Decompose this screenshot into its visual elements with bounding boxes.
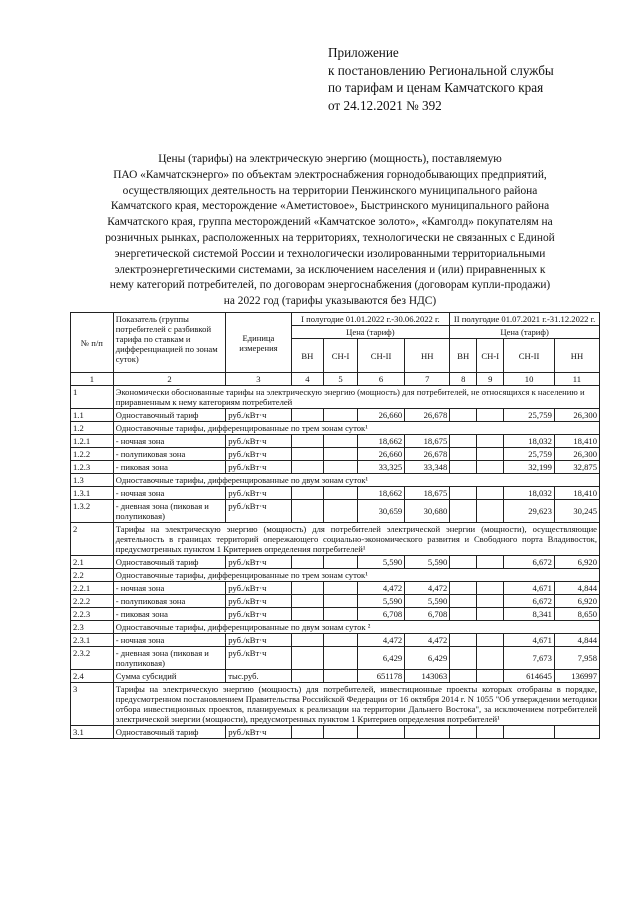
row-name: - полупиковая зона — [113, 595, 226, 608]
table-colnums-row — [71, 373, 600, 386]
header-colnum: 5 — [324, 373, 358, 386]
row-value: 651178 — [357, 670, 404, 683]
row-num: 1.2 — [71, 422, 114, 435]
row-value — [450, 595, 477, 608]
header-level: СН-II — [357, 339, 404, 373]
header-half2: II полугодие 01.07.2021 г.-31.12.2022 г. — [450, 313, 600, 326]
section-row — [71, 569, 600, 582]
row-name: Одноставочный тариф — [113, 726, 226, 739]
header-level: ВН — [291, 339, 324, 373]
row-value — [477, 634, 504, 647]
section-text: Одноставочные тарифы, дифференцированные по двум зонам суток¹ — [113, 474, 599, 487]
row-unit: тыс.руб. — [226, 670, 291, 683]
row-value — [477, 582, 504, 595]
row-value — [450, 726, 477, 739]
row-value: 143063 — [405, 670, 450, 683]
table-row — [71, 726, 600, 739]
row-unit: руб./кВт·ч — [226, 435, 291, 448]
row-num: 1.2.2 — [71, 448, 114, 461]
row-value: 29,623 — [504, 500, 555, 523]
row-value: 5,590 — [357, 556, 404, 569]
header-colnum: 10 — [504, 373, 555, 386]
row-value: 4,472 — [405, 634, 450, 647]
row-value: 4,671 — [504, 634, 555, 647]
row-value — [477, 726, 504, 739]
section-row — [71, 621, 600, 634]
section-row — [71, 474, 600, 487]
table-row — [71, 670, 600, 683]
row-value — [357, 726, 404, 739]
row-value: 30,245 — [554, 500, 599, 523]
row-name: - ночная зона — [113, 435, 226, 448]
section-text: Тарифы на электрическую энергию (мощность) для потребителей электрической энергии (мощности), осуществляющие деятельность в границах территорий опережающего социально-экономического развития и Свободного порта Владивосток, предусмотренных пунктом 1 Критериев определения потребителей¹ — [113, 523, 599, 556]
section-row — [71, 523, 600, 556]
row-value — [291, 670, 324, 683]
row-unit: руб./кВт·ч — [226, 461, 291, 474]
row-value: 33,348 — [405, 461, 450, 474]
row-value: 6,920 — [554, 595, 599, 608]
row-value: 18,032 — [504, 487, 555, 500]
row-value: 18,410 — [554, 435, 599, 448]
section-row — [71, 683, 600, 726]
header-price: Цена (тариф) — [450, 326, 600, 339]
row-value: 26,660 — [357, 409, 404, 422]
section-text: Тарифы на электрическую энергию (мощность) для потребителей, инвестиционные проекты которых отобраны в порядке, предусмотренном постановлением Правительства Российской Федерации от 16 октября 2014 г. N 1055 "Об утверждении методики отбора инвестиционных проектов, планируемых к реализации на территории Дальнего Востока", за исключением потребителей электрической энергии (мощности), предусмотренных пунктом 1 Критериев определения потребителей¹ — [113, 683, 599, 726]
row-name: - дневная зона (пиковая и полупиковая) — [113, 647, 226, 670]
appendix-line: к постановлению Региональной службы — [328, 62, 554, 78]
row-num: 1.3.1 — [71, 487, 114, 500]
row-value — [324, 409, 358, 422]
row-name: Сумма субсидий — [113, 670, 226, 683]
table-row — [71, 448, 600, 461]
row-value — [291, 608, 324, 621]
row-value — [450, 647, 477, 670]
row-value: 5,590 — [405, 595, 450, 608]
row-num: 1.1 — [71, 409, 114, 422]
header-level: СН-I — [477, 339, 504, 373]
row-num: 2.3 — [71, 621, 114, 634]
row-value — [324, 647, 358, 670]
row-num: 1.3 — [71, 474, 114, 487]
table-row — [71, 500, 600, 523]
row-value — [291, 726, 324, 739]
row-value: 614645 — [504, 670, 555, 683]
row-value — [291, 634, 324, 647]
header-colnum: 2 — [113, 373, 226, 386]
row-value: 4,844 — [554, 582, 599, 595]
row-unit: руб./кВт·ч — [226, 582, 291, 595]
row-value: 4,472 — [405, 582, 450, 595]
row-value — [450, 461, 477, 474]
header-level: СН-I — [324, 339, 358, 373]
row-value — [554, 726, 599, 739]
row-value — [450, 582, 477, 595]
row-value — [477, 461, 504, 474]
row-value: 4,472 — [357, 634, 404, 647]
row-value — [324, 634, 358, 647]
heading-line: ПАО «Камчатскэнерго» по объектам электроснабжения горнодобывающих предприятий, — [113, 168, 547, 181]
appendix-line: от 24.12.2021 № 392 — [328, 97, 442, 113]
section-text: Экономически обоснованные тарифы на электрическую энергию (мощность) для потребителей, не относящихся к населению и приравненным к нему категориям потребителей — [113, 386, 599, 409]
row-value — [477, 435, 504, 448]
row-name: Одноставочный тариф — [113, 556, 226, 569]
row-value: 136997 — [554, 670, 599, 683]
row-value: 26,660 — [357, 448, 404, 461]
row-value — [477, 647, 504, 670]
row-name: - ночная зона — [113, 582, 226, 595]
header-level: СН-II — [504, 339, 555, 373]
row-value: 30,659 — [357, 500, 404, 523]
row-value — [324, 726, 358, 739]
row-name: - ночная зона — [113, 487, 226, 500]
row-value — [291, 435, 324, 448]
row-unit: руб./кВт·ч — [226, 409, 291, 422]
row-value — [477, 670, 504, 683]
appendix-line: по тарифам и ценам Камчатского края — [328, 80, 544, 95]
header-colnum: 3 — [226, 373, 291, 386]
heading-line: розничных рынках, расположенных на территориях, технологически не связанных с Единой — [105, 231, 555, 244]
tariff-table — [70, 312, 600, 739]
row-unit: руб./кВт·ч — [226, 595, 291, 608]
row-value: 7,673 — [504, 647, 555, 670]
row-num: 1.2.3 — [71, 461, 114, 474]
row-value: 18,662 — [357, 487, 404, 500]
row-value — [450, 409, 477, 422]
row-value — [450, 608, 477, 621]
row-value — [291, 582, 324, 595]
row-value: 8,650 — [554, 608, 599, 621]
row-num: 1 — [71, 386, 114, 409]
row-num: 2.2.1 — [71, 582, 114, 595]
row-value — [324, 556, 358, 569]
row-value — [291, 448, 324, 461]
heading-line: осуществляющих деятельность на территории Пенжинского муниципального района — [122, 184, 538, 197]
row-value — [477, 500, 504, 523]
row-value — [291, 409, 324, 422]
row-value: 18,675 — [405, 435, 450, 448]
row-value — [450, 487, 477, 500]
row-value: 6,672 — [504, 595, 555, 608]
row-value: 4,844 — [554, 634, 599, 647]
section-text: Одноставочные тарифы, дифференцированные по трем зонам суток¹ — [113, 569, 599, 582]
row-value: 18,675 — [405, 487, 450, 500]
row-value — [504, 726, 555, 739]
row-value — [324, 595, 358, 608]
row-num: 2.2.2 — [71, 595, 114, 608]
row-value — [291, 595, 324, 608]
table-row — [71, 487, 600, 500]
row-value: 6,920 — [554, 556, 599, 569]
table-row — [71, 461, 600, 474]
row-name: Одноставочный тариф — [113, 409, 226, 422]
row-value — [291, 487, 324, 500]
row-num: 2.3.1 — [71, 634, 114, 647]
row-value: 32,199 — [504, 461, 555, 474]
table-header-row — [71, 313, 600, 326]
row-num: 2.2.3 — [71, 608, 114, 621]
header-unit: Единица измерения — [226, 313, 291, 373]
appendix-line: Приложение — [328, 45, 399, 60]
row-value — [324, 461, 358, 474]
row-value: 6,429 — [405, 647, 450, 670]
table-row — [71, 409, 600, 422]
row-num: 2.1 — [71, 556, 114, 569]
header-colnum: 1 — [71, 373, 114, 386]
row-value — [477, 448, 504, 461]
header-level: НН — [405, 339, 450, 373]
header-num: № п/п — [71, 313, 114, 373]
row-unit: руб./кВт·ч — [226, 487, 291, 500]
row-value: 26,678 — [405, 409, 450, 422]
row-value — [477, 487, 504, 500]
row-value — [291, 556, 324, 569]
section-text: Одноставочные тарифы, дифференцированные по двум зонам суток ² — [113, 621, 599, 634]
table-row — [71, 647, 600, 670]
row-value — [477, 556, 504, 569]
section-row — [71, 422, 600, 435]
row-num: 1.2.1 — [71, 435, 114, 448]
header-half1: I полугодие 01.01.2022 г.-30.06.2022 г. — [291, 313, 450, 326]
row-name: - полупиковая зона — [113, 448, 226, 461]
row-unit: руб./кВт·ч — [226, 448, 291, 461]
row-value: 26,678 — [405, 448, 450, 461]
header-indicator: Показатель (группы потребителей с разбивкой тарифа по ставкам и дифференциацией по зонам суток) — [113, 313, 226, 373]
row-value — [450, 670, 477, 683]
heading-line: Камчатского края, группа месторождений «Камчатское золото», «Камголд» покупателям на — [107, 216, 553, 229]
heading-line: Цены (тарифы) на электрическую энергию (мощность), поставляемую — [158, 153, 502, 165]
row-value: 32,875 — [554, 461, 599, 474]
row-unit: руб./кВт·ч — [226, 556, 291, 569]
row-value: 26,300 — [554, 409, 599, 422]
row-value: 6,429 — [357, 647, 404, 670]
row-value: 5,590 — [405, 556, 450, 569]
row-unit: руб./кВт·ч — [226, 608, 291, 621]
row-name: - пиковая зона — [113, 608, 226, 621]
row-name: - дневная зона (пиковая и полупиковая) — [113, 500, 226, 523]
row-value: 5,590 — [357, 595, 404, 608]
heading-line: на 2022 год (тарифы указываются без НДС) — [223, 295, 437, 308]
row-value — [291, 461, 324, 474]
row-unit: руб./кВт·ч — [226, 500, 291, 523]
row-num: 2.2 — [71, 569, 114, 582]
row-value — [450, 448, 477, 461]
header-level: НН — [554, 339, 599, 373]
row-value — [450, 435, 477, 448]
row-value: 4,671 — [504, 582, 555, 595]
row-unit: руб./кВт·ч — [226, 726, 291, 739]
row-value — [291, 500, 324, 523]
row-value — [450, 556, 477, 569]
appendix-block — [328, 44, 554, 114]
row-num: 2.4 — [71, 670, 114, 683]
row-name: - пиковая зона — [113, 461, 226, 474]
header-colnum: 8 — [450, 373, 477, 386]
row-num: 3.1 — [71, 726, 114, 739]
row-num: 3 — [71, 683, 114, 726]
heading-line: нему категорий потребителей, по договорам энергоснабжения (договорам купли-продажи) — [109, 279, 551, 292]
header-colnum: 6 — [357, 373, 404, 386]
header-colnum: 9 — [477, 373, 504, 386]
heading-line: электроэнергетическими системами, за исключением населения и (или) приравненных к — [114, 263, 546, 276]
table-row — [71, 634, 600, 647]
row-value: 25,759 — [504, 409, 555, 422]
header-colnum: 11 — [554, 373, 599, 386]
row-value — [477, 595, 504, 608]
row-value: 6,672 — [504, 556, 555, 569]
section-text: Одноставочные тарифы, дифференцированные по трем зонам суток¹ — [113, 422, 599, 435]
row-value — [405, 726, 450, 739]
row-value — [450, 634, 477, 647]
row-unit: руб./кВт·ч — [226, 647, 291, 670]
header-colnum: 4 — [291, 373, 324, 386]
row-value — [324, 435, 358, 448]
row-num: 1.3.2 — [71, 500, 114, 523]
row-value — [324, 448, 358, 461]
row-value — [324, 500, 358, 523]
header-price: Цена (тариф) — [291, 326, 450, 339]
row-value — [291, 647, 324, 670]
table-row — [71, 556, 600, 569]
row-value — [477, 608, 504, 621]
heading-line: Камчатского края, месторождение «Аметистовое», Быстринского муниципального района — [110, 200, 550, 213]
row-value: 7,958 — [554, 647, 599, 670]
row-num: 2 — [71, 523, 114, 556]
header-colnum: 7 — [405, 373, 450, 386]
table-row — [71, 608, 600, 621]
row-value: 4,472 — [357, 582, 404, 595]
row-value — [450, 500, 477, 523]
document-heading — [70, 152, 590, 310]
row-value — [324, 608, 358, 621]
row-value: 6,708 — [357, 608, 404, 621]
table-row — [71, 582, 600, 595]
row-value: 18,662 — [357, 435, 404, 448]
row-value: 18,410 — [554, 487, 599, 500]
row-value: 25,759 — [504, 448, 555, 461]
row-value: 8,341 — [504, 608, 555, 621]
row-value — [324, 487, 358, 500]
row-value: 33,325 — [357, 461, 404, 474]
row-value: 30,680 — [405, 500, 450, 523]
row-value: 18,032 — [504, 435, 555, 448]
row-value: 6,708 — [405, 608, 450, 621]
row-value — [477, 409, 504, 422]
row-value: 26,300 — [554, 448, 599, 461]
row-value — [324, 670, 358, 683]
table-row — [71, 435, 600, 448]
heading-line: энергетической системой России и технологически изолированными территориальными — [114, 247, 546, 260]
row-name: - ночная зона — [113, 634, 226, 647]
row-num: 2.3.2 — [71, 647, 114, 670]
table-row — [71, 595, 600, 608]
row-unit: руб./кВт·ч — [226, 634, 291, 647]
header-level: ВН — [450, 339, 477, 373]
section-row — [71, 386, 600, 409]
row-value — [324, 582, 358, 595]
